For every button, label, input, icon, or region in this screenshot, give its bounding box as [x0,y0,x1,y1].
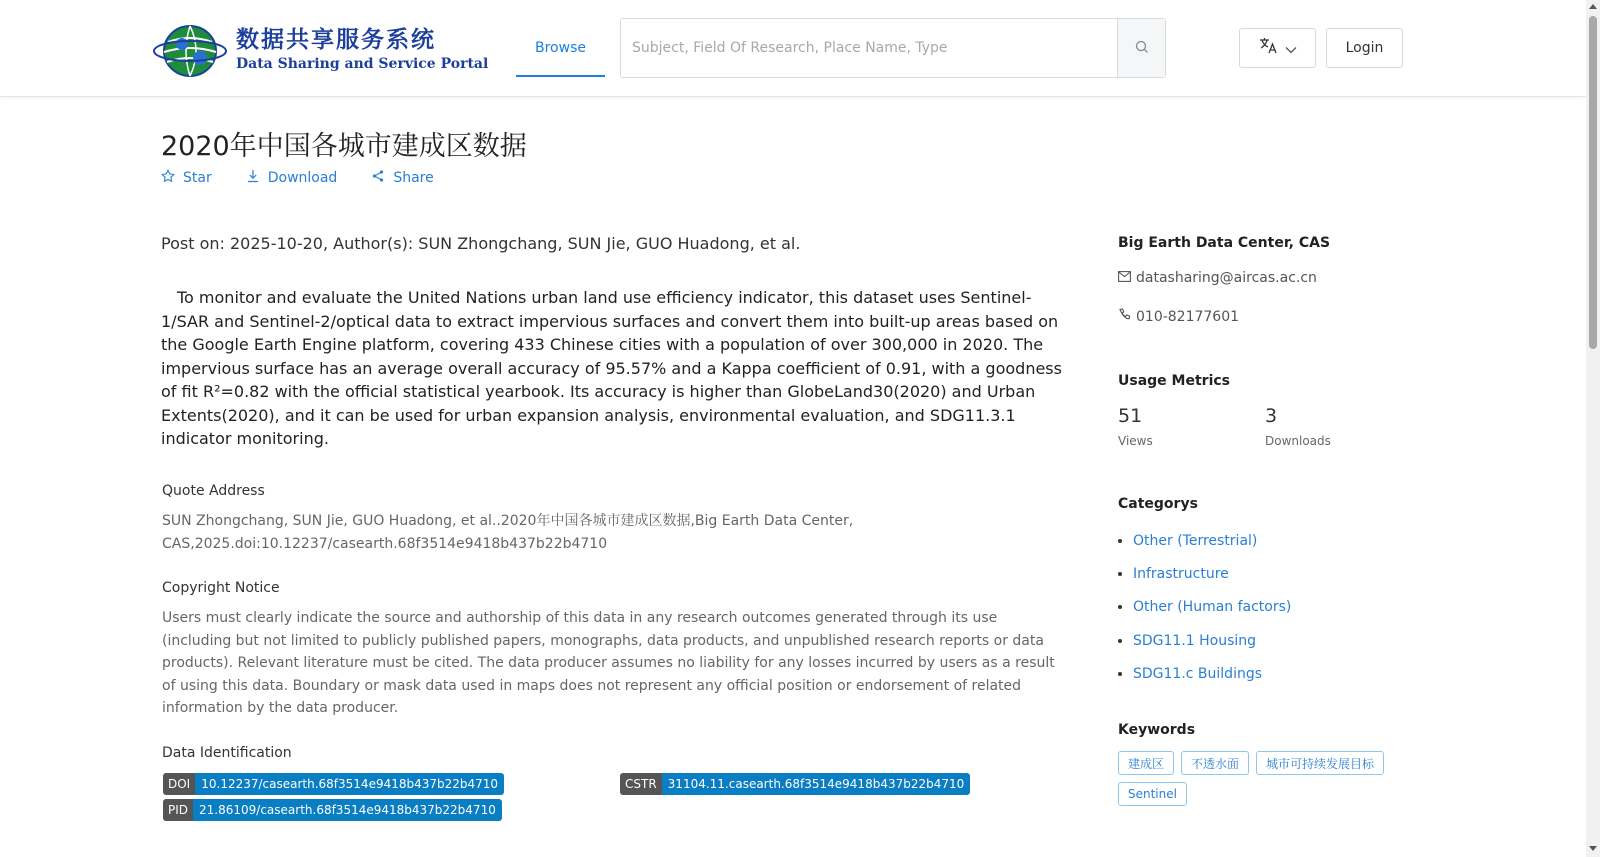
bullet-icon [1118,539,1122,543]
pid-key: PID [163,799,193,821]
list-item [1118,557,1291,590]
copyright-text: Users must clearly indicate the source and authorship of this data in any research outcomes generated through its use (including but not limited to publicly published papers, monographs, data products, and unpublished research reports or data products). Relevant literature must be cited. The data producer assumes no liability for any losses incurred by users as a result of using this data. Boundary or mask data used in maps does not represent any official position or endorsement of related information by the data producer. [162,610,1055,716]
logo-title-cn: 数据共享服务系统 [236,27,436,53]
pid-link[interactable]: 21.86109/casearth.68f3514e9418b437b22b4710 [193,799,502,821]
downloads-label: Downloads [1265,434,1331,448]
usage-metrics-title: Usage Metrics [1118,373,1230,389]
star-icon [161,169,175,187]
page-title: 2020年中国各城市建成区数据 [161,131,527,162]
category-link[interactable]: Other (Human factors) [1133,599,1292,616]
star-label: Star [183,170,212,186]
category-link[interactable]: SDG11.1 Housing [1133,632,1257,649]
quote-address-label: Quote Address [162,483,265,499]
share-label: Share [393,170,434,186]
views-count: 51 [1118,405,1143,427]
bullet-icon [1118,672,1122,676]
bullet-icon [1118,605,1122,609]
organization-name: Big Earth Data Center, CAS [1118,235,1331,251]
site-logo[interactable] [152,20,488,78]
mail-icon [1118,270,1131,286]
search-bar [620,18,1166,78]
download-label: Download [267,170,338,186]
contact-email [1118,270,1317,286]
search-icon [1135,39,1149,58]
doi-tag [163,773,504,795]
globe-logo-icon [152,20,228,78]
quote-address-text: SUN Zhongchang, SUN Jie, GUO Huadong, et al..2020年中国各城市建成区数据,Big Earth Data Center, CAS,2025.doi:10.12237/casearth.68f3514e9418b437b22b4710 [162,513,854,552]
chevron-down-icon [1285,39,1297,58]
bullet-icon [1118,639,1122,643]
contact-email-text[interactable]: datasharing@aircas.ac.cn [1136,270,1317,286]
scroll-thumb[interactable] [1589,16,1597,349]
scroll-up-arrow-icon[interactable] [1589,4,1597,9]
category-link[interactable]: Infrastructure [1133,566,1229,583]
list-item [1118,524,1291,557]
phone-icon [1118,308,1131,325]
list-item [1118,658,1291,691]
search-input[interactable] [621,19,1117,77]
share-button[interactable] [371,169,433,187]
login-button[interactable]: Login [1326,28,1403,68]
top-header [0,0,1586,97]
keyword-tag[interactable]: Sentinel [1118,782,1187,806]
views-label: Views [1118,434,1153,448]
contact-phone-text: 010-82177601 [1136,308,1240,325]
logo-text [236,25,488,73]
pid-tag [163,799,502,821]
nav-browse-tab[interactable]: Browse [516,20,605,77]
keyword-tag[interactable]: 不透水面 [1181,751,1249,775]
cstr-key: CSTR [620,773,662,795]
copyright-label: Copyright Notice [162,580,280,596]
language-switch-button[interactable] [1239,28,1316,68]
translate-icon [1259,37,1279,59]
downloads-count: 3 [1265,405,1278,427]
list-item [1118,624,1291,657]
category-link[interactable]: SDG11.c Buildings [1133,666,1263,683]
doi-link[interactable]: 10.12237/casearth.68f3514e9418b437b22b4710 [195,773,504,795]
download-icon [246,169,260,187]
scroll-down-arrow-icon[interactable] [1589,846,1597,851]
share-icon [371,169,385,187]
keywords-title: Keywords [1118,722,1196,738]
search-button[interactable] [1117,19,1165,77]
dataset-abstract: To monitor and evaluate the United Nations urban land use efficiency indicator, this dataset uses Sentinel-1/SAR and Sentinel-2/optical data to extract impervious surfaces and convert them into built-up areas based on the Google Earth Engine platform, covering 433 Chinese cities with a population of over 300,000 in 2020. The impervious surface has an average overall accuracy of 95.57% and a Kappa coefficient of 0.91, with a goodness of fit R²=0.82 with the official statistical yearbook. Its accuracy is higher than GlobeLand30(2020) and Urban Extents(2020), and it can be used for urban expansion analysis, environmental evaluation, and SDG11.3.1 indicator monitoring. [161,288,1062,448]
cstr-tag [620,773,970,795]
keyword-tag[interactable]: 建成区 [1118,751,1174,775]
categories-list [1118,524,1291,691]
category-link[interactable]: Other (Terrestrial) [1133,532,1258,549]
page-scrollbar[interactable] [1586,0,1600,857]
bullet-icon [1118,572,1122,576]
dataset-actions [161,169,434,187]
categories-title: Categorys [1118,496,1198,512]
contact-phone [1118,308,1239,325]
list-item [1118,591,1291,624]
post-meta: Post on: 2025-10-20, Author(s): SUN Zhongchang, SUN Jie, GUO Huadong, et al. [161,234,801,253]
doi-key: DOI [163,773,195,795]
download-button[interactable] [246,169,338,187]
data-identification-label: Data Identification [162,745,292,761]
star-button[interactable] [161,169,212,187]
cstr-link[interactable]: 31104.11.casearth.68f3514e9418b437b22b4710 [662,773,971,795]
logo-title-en: Data Sharing and Service Portal [236,56,489,72]
keyword-tag[interactable]: 城市可持续发展目标 [1256,751,1384,775]
